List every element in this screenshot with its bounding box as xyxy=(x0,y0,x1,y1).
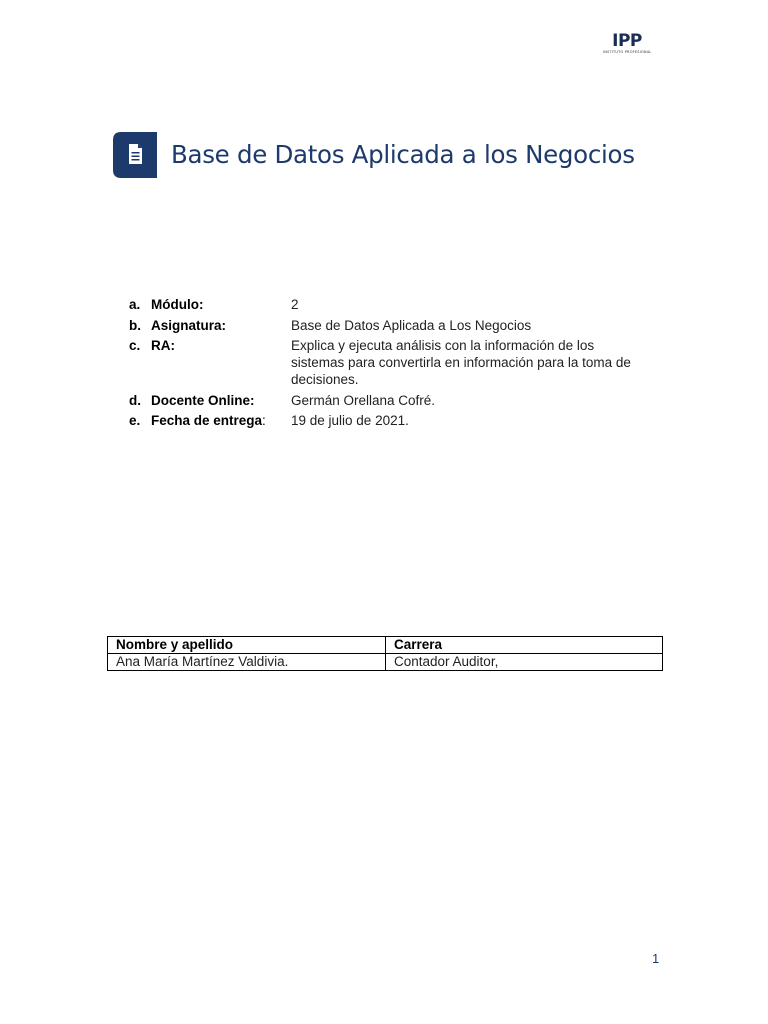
logo-subtitle: INSTITUTO PROFESIONAL xyxy=(603,50,652,54)
info-letter: e. xyxy=(129,413,141,428)
info-value-modulo: 2 xyxy=(291,297,299,312)
info-row-modulo xyxy=(129,296,669,313)
info-row-docente xyxy=(129,392,669,409)
info-row-asignatura xyxy=(129,317,669,334)
logo-mark: IPP xyxy=(612,31,642,51)
page-number: 1 xyxy=(652,951,660,966)
header-carrera: Carrera xyxy=(386,637,663,654)
info-label-ra: RA: xyxy=(151,338,175,353)
table-header-row xyxy=(108,637,663,654)
info-label-docente: Docente Online: xyxy=(151,392,255,408)
info-label-fecha-text: Fecha de entrega xyxy=(151,413,263,428)
course-info-list xyxy=(129,296,669,433)
document-title: Base de Datos Aplicada a los Negocios xyxy=(171,140,635,169)
table-row xyxy=(108,654,663,671)
students-table xyxy=(107,636,663,671)
info-value-ra: Explica y ejecuta análisis con la información de los sistemas para convertirla en información para la toma de decisiones. xyxy=(291,338,631,387)
document-icon xyxy=(113,132,157,178)
info-label-fecha xyxy=(151,412,291,429)
cell-carrera: Contador Auditor, xyxy=(386,654,663,671)
header-nombre: Nombre y apellido xyxy=(108,637,386,654)
info-row-fecha xyxy=(129,412,669,429)
info-value-asignatura: Base de Datos Aplicada a Los Negocios xyxy=(291,317,532,333)
info-letter: a. xyxy=(129,297,141,312)
info-row-ra xyxy=(129,337,669,388)
info-label-fecha-colon: : xyxy=(262,413,266,428)
ipp-logo xyxy=(603,32,651,55)
info-label-asignatura: Asignatura: xyxy=(151,317,227,333)
info-letter: c. xyxy=(129,338,141,353)
info-value-fecha: 19 de julio de 2021. xyxy=(291,413,409,428)
info-letter: b. xyxy=(129,317,141,333)
info-label-modulo: Módulo: xyxy=(151,297,204,312)
cell-nombre: Ana María Martínez Valdivia. xyxy=(108,654,386,671)
info-letter: d. xyxy=(129,392,141,408)
info-value-docente: Germán Orellana Cofré. xyxy=(291,392,436,408)
